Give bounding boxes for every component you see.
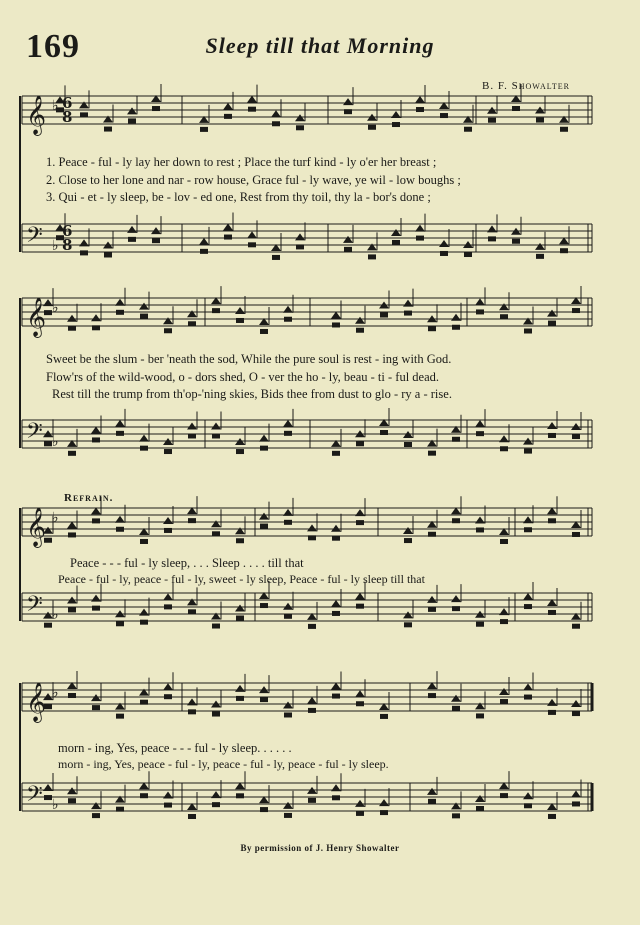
permission-note: By permission of J. Henry Showalter [240, 843, 400, 853]
system2-verse3: Rest till the trump from th'op-'ning skies, Bids thee from dust to glo - ry a - rise. [52, 387, 452, 401]
system2-verse2: Flow'rs of the wild-wood, o - dors shed, O - ver the ho - ly, beau - ti - ful dead. [46, 370, 440, 384]
svg-text:♭: ♭ [52, 510, 59, 526]
svg-text:8: 8 [62, 108, 73, 126]
svg-text:♭: ♭ [52, 797, 59, 813]
hymn-number: 169 [26, 28, 80, 65]
svg-text:♭: ♭ [52, 98, 59, 114]
svg-text:♭: ♭ [52, 607, 59, 623]
refrain-line1-upper: Peace - - - ful - ly sleep, . . . Sleep . . . . till that [70, 556, 304, 570]
svg-text:𝄞: 𝄞 [26, 95, 47, 135]
refrain-line2-upper: morn - ing, Yes, peace - - - ful - ly sleep. . . . . . [58, 741, 292, 755]
svg-text:𝄢: 𝄢 [26, 592, 43, 622]
svg-text:8: 8 [62, 236, 73, 254]
system1-verse2: 2. Close to her lone and nar - row house, Grace ful - ly wave, ye wil - low boughs ; [46, 173, 461, 187]
composer-credit: B. F. Showalter [482, 80, 570, 92]
svg-text:𝄢: 𝄢 [26, 782, 43, 812]
svg-text:♭: ♭ [52, 300, 59, 316]
svg-text:♭: ♭ [52, 434, 59, 450]
system2-verse1: Sweet be the slum - ber 'neath the sod, While the pure soul is rest - ing with God. [46, 352, 452, 366]
system1-verse1: 1. Peace - ful - ly lay her down to rest ; Place the turf kind - ly o'er her breast ; [46, 155, 437, 169]
svg-text:𝄢: 𝄢 [26, 223, 43, 253]
svg-text:𝄞: 𝄞 [26, 507, 47, 547]
svg-text:♭: ♭ [52, 685, 59, 701]
svg-text:6: 6 [62, 94, 73, 112]
system1-verse3: 3. Qui - et - ly sleep, be - lov - ed one, Rest from thy toil, thy la - bor's done ; [46, 190, 431, 204]
refrain-line1-lower: Peace - ful - ly, peace - ful - ly, sweet - ly sleep, Peace - ful - ly sleep till that [58, 572, 425, 586]
refrain-line2-lower: morn - ing, Yes, peace - ful - ly, peace - ful - ly, peace - ful - ly sleep. [58, 757, 389, 771]
svg-text:𝄞: 𝄞 [26, 682, 47, 722]
svg-text:♭: ♭ [52, 238, 59, 254]
refrain-label: Refrain. [64, 492, 114, 504]
svg-text:𝄢: 𝄢 [26, 419, 43, 449]
svg-text:6: 6 [62, 222, 73, 240]
svg-text:𝄞: 𝄞 [26, 297, 47, 337]
hymn-title: Sleep till that Morning [205, 33, 435, 58]
